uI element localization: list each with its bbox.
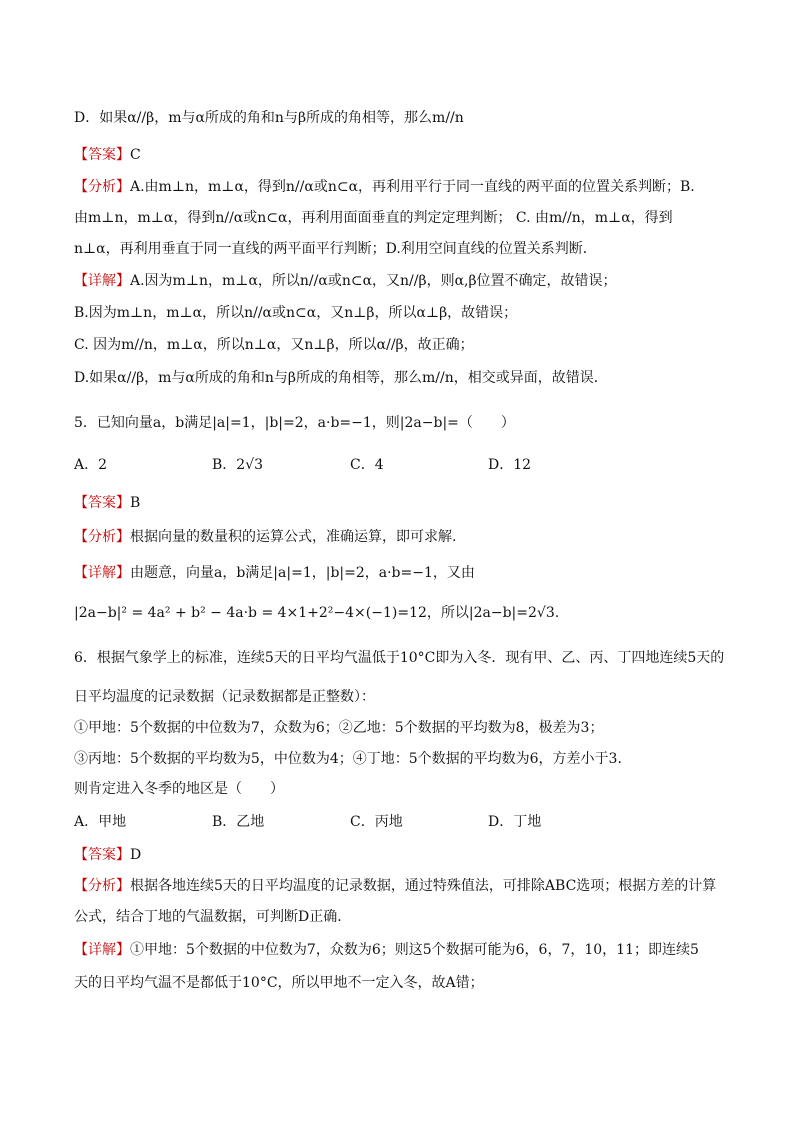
option-c: C．4: [350, 457, 384, 473]
analysis-line-2: [74, 208, 724, 228]
analysis-line-q5: [74, 527, 724, 547]
analysis-line-q6-1: [74, 876, 724, 896]
detail-line-3: [74, 335, 724, 355]
formula-text: |2a−b|² = 4a² + b² − 4a·b = 4×1+2²−4×(−1)=12，所以|2a−b|=2√3.: [74, 605, 560, 621]
answer-value: B: [130, 495, 141, 511]
answer-line-q5: [74, 493, 724, 513]
option-d-text: D．如果α//β，m与α所成的角和n与β所成的角相等，那么m//n: [74, 110, 464, 126]
detail-line-2: [74, 303, 724, 323]
analysis-tag: 【分析】: [74, 878, 130, 894]
question-6-line-5: [74, 779, 724, 799]
analysis-text: A.由m⊥n，m⊥α，得到n//α或n⊂α，再利用平行于同一直线的两平面的位置关系判断；B.: [130, 179, 695, 195]
detail-line-q6-1: [74, 940, 724, 960]
question-6-text: 6．根据气象学上的标准，连续5天的日平均气温低于10°C即为入冬．现有甲、乙、丙、丁四地连续5天的: [74, 650, 725, 666]
question-6-options: [74, 812, 724, 832]
question-6-line-4: [74, 749, 724, 769]
detail-text: B.因为m⊥n，m⊥α，所以n//α或n⊂α，又n⊥β，所以α⊥β，故错误；: [74, 305, 518, 321]
detail-line-q6-2: [74, 973, 724, 993]
detail-line-1: [74, 271, 724, 291]
question-5-text: 5．已知向量a，b满足|a|=1，|b|=2，a·b=−1，则|2a−b|=（ ）: [74, 415, 515, 431]
answer-line-q6: [74, 845, 724, 865]
detail-text: C. 因为m//n，m⊥α，所以n⊥α，又n⊥β，所以α//β，故正确；: [74, 337, 474, 353]
detail-line-4: [74, 368, 724, 388]
question-6-line-1: [74, 648, 724, 668]
detail-text: 天的日平均气温不是都低于10°C，所以甲地不一定入冬，故A错；: [74, 975, 484, 991]
option-c: C．丙地: [350, 814, 403, 830]
analysis-line-q6-2: [74, 907, 724, 927]
option-d: D．丁地: [488, 814, 542, 830]
analysis-text: 公式，结合丁地的气温数据，可判断D正确.: [74, 909, 342, 925]
option-d: D．12: [488, 457, 532, 473]
analysis-text: n⊥α，再利用垂直于同一直线的两平面平行判断；D.利用空间直线的位置关系判断．: [74, 241, 597, 257]
analysis-line-3: [74, 239, 724, 259]
analysis-tag: 【分析】: [74, 179, 130, 195]
question-5-options: [74, 455, 724, 475]
question-6-text: ③丙地：5个数据的平均数为5，中位数为4；④丁地：5个数据的平均数为6，方差小于3．: [74, 751, 632, 767]
detail-text: 由题意，向量a，b满足|a|=1，|b|=2，a·b=−1，又由: [130, 565, 475, 581]
option-a: A．2: [74, 457, 108, 473]
detail-text: D.如果α//β，m与α所成的角和n与β所成的角相等，那么m//n，相交或异面，故错误．: [74, 370, 608, 386]
detail-line-q5-1: [74, 563, 724, 583]
question-5: [74, 413, 724, 433]
analysis-text: 根据各地连续5天的日平均温度的记录数据，通过特殊值法，可排除ABC选项；根据方差的计算: [130, 878, 717, 894]
analysis-tag: 【分析】: [74, 529, 130, 545]
option-d-line: [74, 108, 724, 128]
answer-value: D: [130, 847, 142, 863]
answer-tag: 【答案】: [74, 847, 130, 863]
answer-tag: 【答案】: [74, 495, 130, 511]
question-6-line-3: [74, 718, 724, 738]
detail-tag: 【详解】: [74, 942, 130, 958]
detail-text: A.因为m⊥n，m⊥α，所以n//α或n⊂α，又n//β，则α,β位置不确定，故错误；: [130, 273, 617, 289]
answer-tag: 【答案】: [74, 147, 130, 163]
option-b: B．乙地: [212, 814, 265, 830]
question-6-text: 日平均温度的记录数据（记录数据都是正整数）：: [74, 689, 375, 705]
answer-value: C: [130, 147, 141, 163]
analysis-text: 由m⊥n，m⊥α，得到n//α或n⊂α，再利用面面垂直的判定定理判断； C. 由m//n，m⊥α，得到: [74, 210, 673, 226]
detail-text: ①甲地：5个数据的中位数为7，众数为6；则这5个数据可能为6，6，7，10，11；即连续5: [130, 942, 699, 958]
detail-line-q5-2: [74, 603, 724, 623]
detail-tag: 【详解】: [74, 565, 130, 581]
option-b: B．2√3: [212, 457, 264, 473]
option-a: A．甲地: [74, 814, 127, 830]
question-6-text: 则肯定进入冬季的地区是（ ）: [74, 781, 284, 797]
answer-line-q4: [74, 145, 724, 165]
detail-tag: 【详解】: [74, 273, 130, 289]
question-6-line-2: [74, 687, 724, 707]
analysis-line-1: [74, 177, 724, 197]
question-6-text: ①甲地：5个数据的中位数为7，众数为6；②乙地：5个数据的平均数为8，极差为3；: [74, 720, 604, 736]
analysis-text: 根据向量的数量积的运算公式，准确运算，即可求解.: [130, 529, 457, 545]
